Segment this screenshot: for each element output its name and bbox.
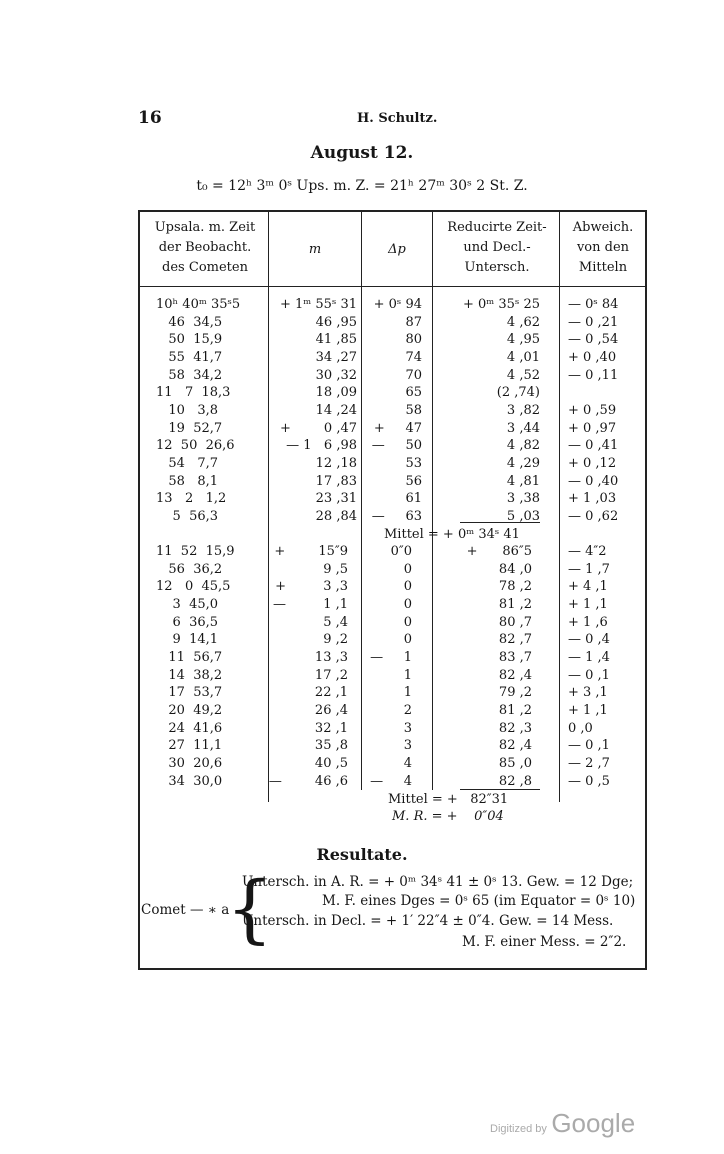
digitized-watermark (490, 1108, 635, 1139)
block1-times: 10ʰ 40ᵐ 35ˢ5 46 34,5 50 15,9 55 41,7 58 34,2 11 7 18,3 10 3,8 19 52,7 12 50 26,6 54 7,7 58 8,1 13 2 1,2 5 56,3 (156, 297, 241, 524)
results-line-4: M. F. einer Mess. = 2″2. (462, 934, 627, 950)
header-bottom-rule (138, 286, 646, 287)
results-label: Comet — ∗ a (141, 902, 230, 918)
page-number: 16 (138, 108, 162, 128)
header-reduced: Reducirte Zeit- und Decl.-Untersch. (447, 220, 547, 275)
block2-mittel: Mittel = + 82″31 (388, 792, 509, 807)
col-sep-3 (432, 212, 433, 790)
block1-m: + 1ᵐ 55ˢ 31 46 ,95 41 ,85 34 ,27 30 ,32 18 ,09 14 ,24 + 0 ,47 — 1 6 ,98 12 ,18 17 ,83 23 ,31 28 ,84 (279, 297, 357, 524)
results-title: Resultate. (316, 845, 408, 864)
header-dp: Δp (388, 242, 406, 257)
google-logo: Google (551, 1108, 636, 1138)
header-deviation: Abweich. von den Mitteln (572, 220, 634, 275)
block1-dp: + 0ˢ 94 87 80 74 70 65 58 + 47 — 50 53 56 61 — 63 (371, 297, 422, 524)
block2-dp: 0″0 0 0 0 0 0 — 1 1 1 2 3 3 4 — 4 (370, 544, 412, 789)
col-sep-4 (559, 212, 560, 802)
header-time: Upsala. m. Zeit der Beobacht. des Cometen (154, 220, 256, 275)
watermark-small: Digitized by (490, 1123, 547, 1135)
epoch-line: t₀ = 12ʰ 3ᵐ 0ˢ Ups. m. Z. = 21ʰ 27ᵐ 30ˢ 2 St. Z. (196, 178, 528, 194)
results-brace: { (226, 866, 274, 952)
table-top-rule (138, 210, 646, 212)
block1-reduced: + 0ᵐ 35ˢ 25 4 ,62 4 ,95 4 ,01 4 ,52 (2 ,74) 3 ,82 3 ,44 4 ,82 4 ,29 4 ,81 3 ,38 5 ,03 (463, 297, 540, 524)
results-line-3: Untersch. in Decl. = + 1′ 22″4 ± 0″4. Gew. = 14 Mess. (242, 913, 614, 929)
block2-deviation: — 4″2 — 1 ,7 + 4 ,1 + 1 ,1 + 1 ,6 — 0 ,4 — 1 ,4 — 0 ,1 + 3 ,1 + 1 ,1 0 ,0 — 0 ,1 — 2 ,7 — 0 ,5 (568, 544, 610, 789)
table-bottom-rule (138, 968, 646, 970)
running-head-author: H. Schultz. (357, 111, 438, 126)
results-line-1: Untersch. in A. R. = + 0ᵐ 34ˢ 41 ± 0ˢ 13. Gew. = 12 Dge; (242, 874, 634, 890)
results-line-2: M. F. eines Dges = 0ˢ 65 (im Equator = 0ˢ 10) (322, 893, 636, 909)
block2-mr: M. R. = + 0″04 (392, 809, 504, 824)
block2-times: 11 52 15,9 56 36,2 12 0 45,5 3 45,0 6 36,5 9 14,1 11 56,7 14 38,2 17 53,7 20 49,2 24 41,6 27 11,1 30 20,6 34 30,0 (156, 544, 235, 789)
block2-m: + 15″9 9 ,5 + 3 ,3 — 1 ,1 5 ,4 9 ,2 13 ,3 17 ,2 22 ,1 26 ,4 32 ,1 35 ,8 40 ,5 — 46 ,6 (268, 544, 348, 789)
block2-reduced: + 86″5 84 ,0 78 ,2 81 ,2 80 ,7 82 ,7 83 ,7 82 ,4 79 ,2 81 ,2 82 ,3 82 ,4 85 ,0 82 ,8 (466, 544, 532, 789)
section-title: August 12. (310, 143, 414, 163)
block1-mittel: Mittel = + 0ᵐ 34ˢ 41 (384, 527, 520, 542)
block1-deviation: — 0ˢ 84 — 0 ,21 — 0 ,54 + 0 ,40 — 0 ,11 + 0 ,59 + 0 ,97 — 0 ,41 + 0 ,12 — 0 ,40 + 1 ,03 — 0 ,62 (568, 297, 619, 524)
header-m: m (308, 242, 322, 257)
